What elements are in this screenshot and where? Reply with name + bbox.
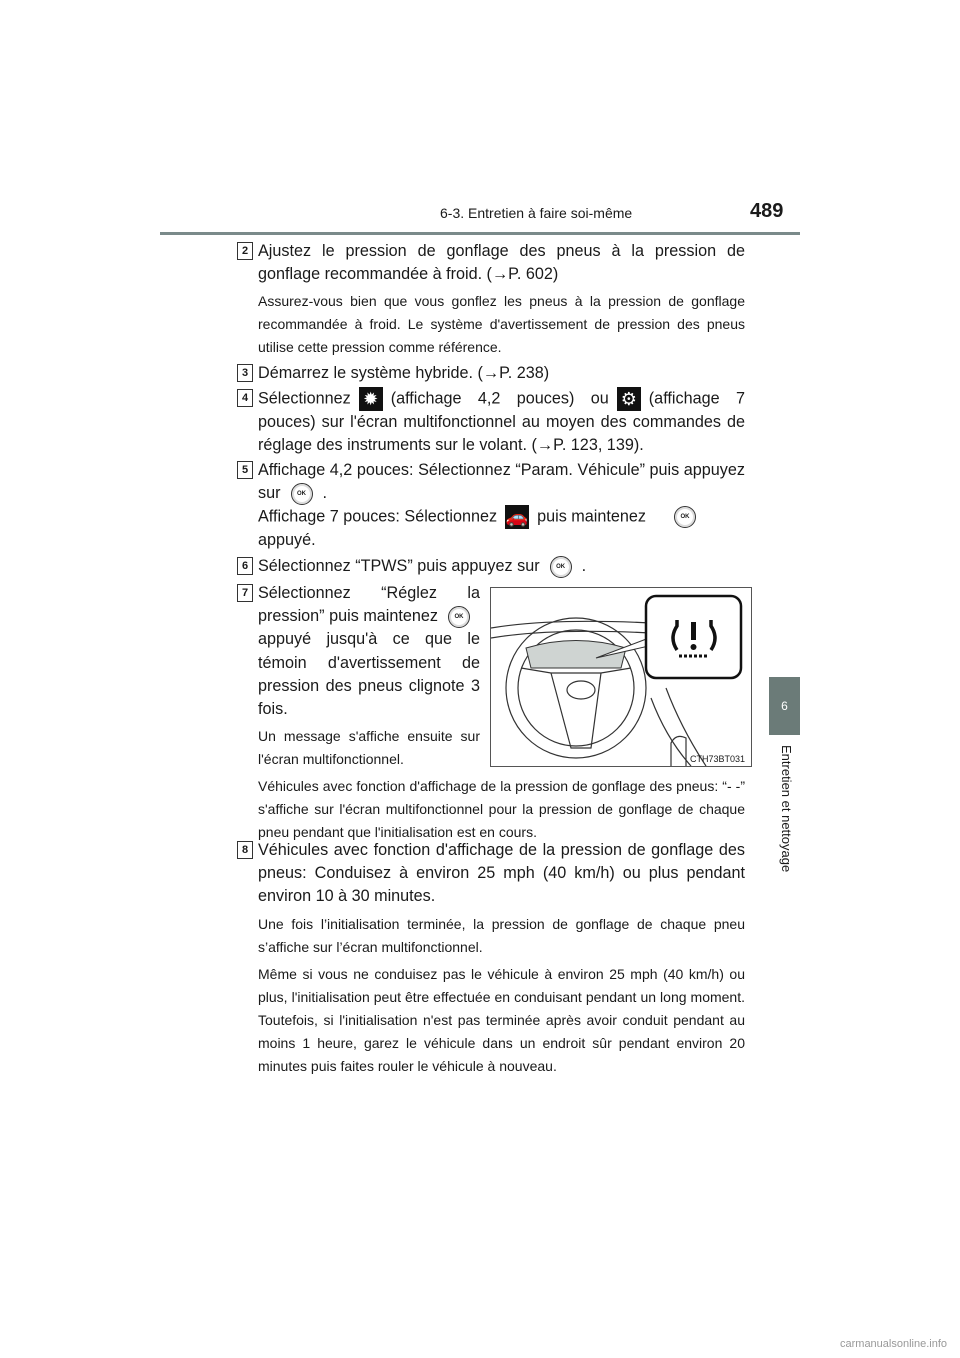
- step-3: [237, 362, 745, 385]
- step-text: Démarrez le système hybride. (→P. 238): [258, 364, 550, 382]
- step-text: Sélectionnez: [258, 389, 351, 408]
- step-text: .: [322, 484, 327, 503]
- step-text: appuyé.: [258, 531, 316, 550]
- step-number: 7: [237, 584, 253, 602]
- step-text: .: [581, 557, 587, 575]
- chapter-title: Entretien et nettoyage: [779, 745, 794, 873]
- step-number: 8: [237, 841, 253, 859]
- step-text: (affichage 7 pouces) sur l'écran multifonctionnel au moyen des commandes de réglage des instruments sur le volant. (→P. 123, 139).: [258, 389, 745, 455]
- ok-button-icon: OK: [448, 606, 470, 628]
- step-number: 2: [237, 242, 253, 260]
- step-note: Une fois l’initialisation terminée, la pression de gonflage de chaque pneu s’affiche sur l’écran multifonctionnel.: [258, 915, 745, 955]
- step-5: [237, 459, 745, 553]
- step-note: Même si vous ne conduisez pas le véhicule à environ 25 mph (40 km/h) ou plus, l'initialisation peut être effectuée en conduisant pendant un long moment. Toutefois, si l'initialisation n'est pas terminée après avoir conduit pendant au moins 1 heure, garez le véhicule dans un endroit sûr pendant environ 20 minutes puis faites rouler le véhicule à nouveau.: [258, 965, 745, 1074]
- step-note: Assurez-vous bien que vous gonflez les pneus à la pression de gonflage recommandée à froid. Le système d'avertissement de pression des pneus utilise cette pression comme référence.: [258, 293, 745, 356]
- settings-gear-icon: ✹: [359, 387, 383, 411]
- step-6: [237, 555, 745, 578]
- step-8: [237, 839, 745, 1078]
- step-4: [237, 387, 745, 457]
- tpws-warning-light-illustration: [490, 587, 752, 767]
- header-rule: [160, 232, 800, 235]
- step-number: 4: [237, 389, 253, 407]
- step-text: Véhicules avec fonction d'affichage de la pression de gonflage des pneus: Conduisez à environ 25 mph (40 km/h) ou plus pendant environ 10 à 30 minutes.: [258, 841, 745, 906]
- step-text: Sélectionnez “TPWS” puis appuyez sur: [258, 557, 540, 575]
- chapter-tab[interactable]: 6: [769, 677, 800, 735]
- step-text: Ajustez le pression de gonflage des pneus à la pression de gonflage recommandée à froid. (→P. 602): [258, 242, 745, 284]
- ok-button-icon: OK: [550, 556, 572, 578]
- watermark: carmanualsonline.info: [840, 1338, 948, 1350]
- page-number: 489: [750, 200, 784, 222]
- ok-button-icon: OK: [291, 483, 313, 505]
- step-number: 6: [237, 557, 253, 575]
- step-2: [237, 240, 745, 359]
- step-number: 3: [237, 364, 253, 382]
- step-note: Un message s'affiche ensuite sur l'écran multifonctionnel.: [258, 728, 480, 768]
- step-text: puis maintenez: [537, 507, 646, 526]
- step-text: Affichage 4,2 pouces: Sélectionnez “Param. Véhicule” puis appuyez sur: [258, 461, 745, 503]
- settings-gear-outline-icon: ⚙: [617, 387, 641, 411]
- figure-caption: CTH73BT031: [689, 754, 745, 764]
- section-header: 6-3. Entretien à faire soi-même: [440, 205, 633, 221]
- step-note: Véhicules avec fonction d'affichage de la pression de gonflage des pneus: “- -” s'affiche sur l'écran multifonctionnel pour la pression de gonflage de chaque pneu pendant que l'initialisation est en cours.: [258, 778, 745, 841]
- vehicle-settings-icon: 🚗: [505, 507, 529, 528]
- ok-button-icon: OK: [674, 506, 696, 528]
- step-text: (affichage 4,2 pouces) ou: [390, 389, 609, 408]
- step-text: Sélectionnez “Réglez la pression” puis maintenez: [258, 584, 480, 626]
- step-number: 5: [237, 461, 253, 479]
- step-text: Affichage 7 pouces: Sélectionnez: [258, 507, 498, 526]
- dashboard-drawing: [491, 588, 751, 766]
- step-text: appuyé jusqu'à ce que le témoin d'avertissement de pression des pneus clignote 3 fois.: [258, 630, 480, 719]
